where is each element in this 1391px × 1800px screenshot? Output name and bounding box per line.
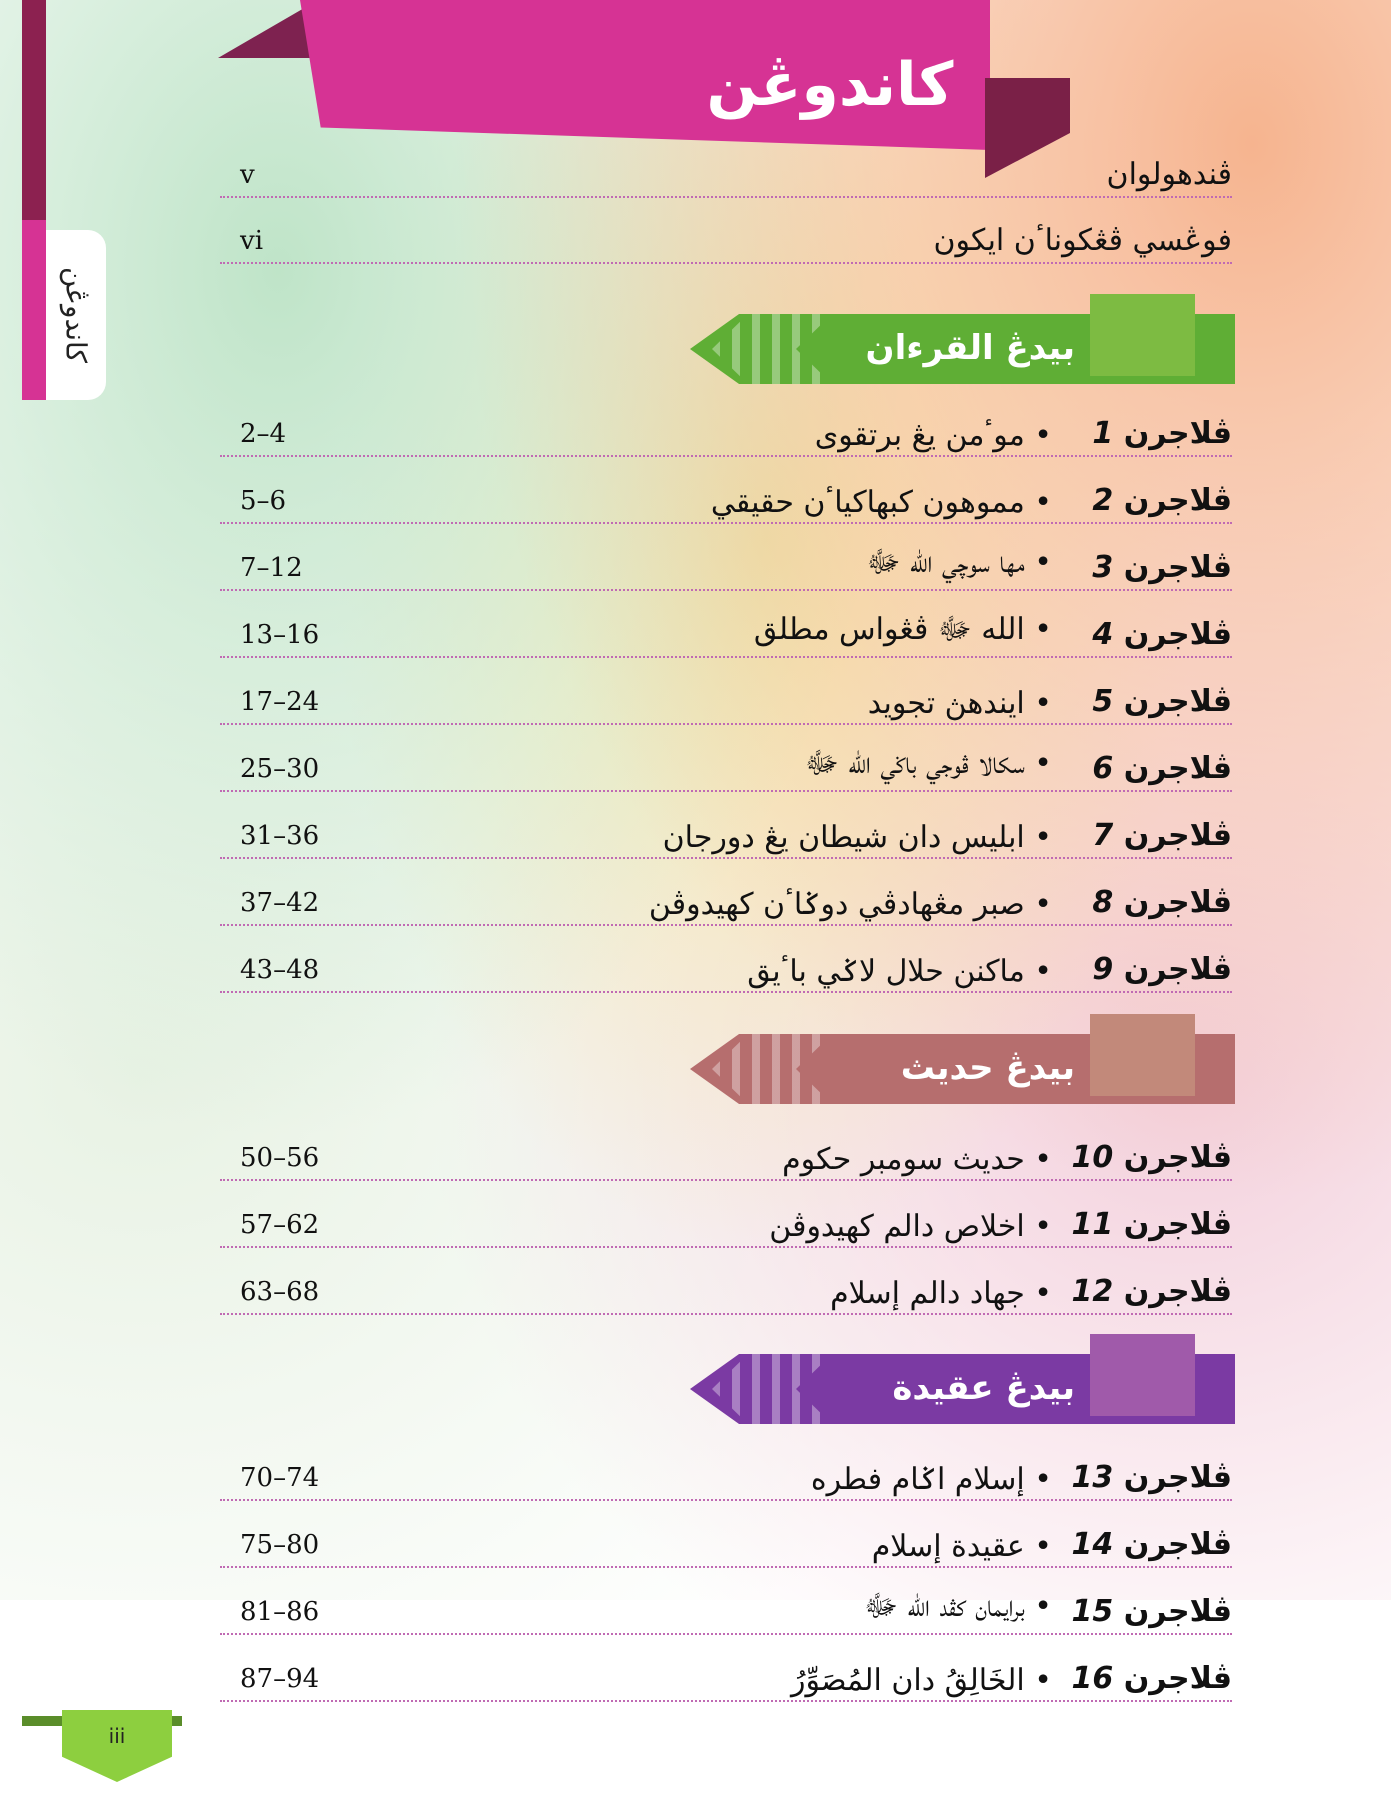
lesson-number: 10 <box>1071 1140 1114 1175</box>
lesson-title: • إسلام اݢام فطره <box>810 1462 1052 1497</box>
lesson-title: • عقيدة إسلام <box>871 1529 1052 1564</box>
lesson-prefix: ڤلاجرن <box>1123 483 1232 518</box>
lesson-title: • صبر مڠهادڤي دوݢاٴن كهيدوڤن <box>648 887 1052 922</box>
toc-row-lesson-12[interactable] <box>220 1269 1232 1315</box>
section-square <box>1090 294 1195 376</box>
section-square <box>1090 1014 1195 1096</box>
lesson-pages: 50–56 <box>240 1143 320 1173</box>
lesson-title: • ايندهڽ تجويد <box>867 686 1052 721</box>
lesson-prefix: ڤلاجرن <box>1123 550 1232 585</box>
lesson-prefix: ڤلاجرن <box>1123 1140 1232 1175</box>
lesson-tag <box>1092 952 1232 987</box>
toc-row-lesson-11[interactable] <box>220 1202 1232 1248</box>
lesson-pages: 37–42 <box>240 888 320 918</box>
toc-entry-pages: vi <box>240 226 264 256</box>
lesson-title: • ماكنن حلال لاݢي باٴيق <box>747 954 1052 989</box>
lesson-prefix: ڤلاجرن <box>1123 751 1232 786</box>
lesson-number: 8 <box>1092 885 1114 920</box>
lesson-prefix: ڤلاجرن <box>1123 1460 1232 1495</box>
lesson-title: • حديث سومبر حكوم <box>782 1142 1052 1177</box>
side-color-bar-dark <box>22 0 46 220</box>
lesson-title: • موٴمن يڠ برتقوى <box>814 418 1052 453</box>
section-title: بيدڠ حديث <box>900 1048 1075 1088</box>
lesson-prefix: ڤلاجرن <box>1123 1274 1232 1309</box>
lesson-number: 7 <box>1092 818 1114 853</box>
lesson-number: 2 <box>1092 483 1114 518</box>
lesson-tag <box>1071 1661 1232 1696</box>
lesson-number: 5 <box>1092 684 1114 719</box>
lesson-pages: 75–80 <box>240 1530 320 1560</box>
lesson-title: • برايمان كڤد الله ﷻ <box>864 1589 1052 1624</box>
lesson-number: 16 <box>1071 1661 1114 1696</box>
lesson-tag <box>1092 416 1232 451</box>
toc-entry-title: فوڠسي ڤڠكوناٴن ايکون <box>933 223 1232 258</box>
toc-row-lesson-10[interactable] <box>220 1135 1232 1181</box>
lesson-title: • اخلاص دالم كهيدوڤن <box>769 1209 1052 1244</box>
lesson-tag <box>1071 1274 1232 1309</box>
lesson-tag <box>1092 818 1232 853</box>
section-header-hadith <box>690 1022 1235 1107</box>
lesson-pages: 25–30 <box>240 754 320 784</box>
lesson-pages: 7–12 <box>240 553 303 583</box>
section-header-aqidah <box>690 1342 1235 1427</box>
toc-row-lesson-14[interactable] <box>220 1522 1232 1568</box>
lesson-tag <box>1092 885 1232 920</box>
lesson-pages: 81–86 <box>240 1597 320 1627</box>
toc-row-lesson-8[interactable] <box>220 880 1232 926</box>
toc-row-lesson-5[interactable] <box>220 679 1232 725</box>
lesson-prefix: ڤلاجرن <box>1123 617 1232 652</box>
lesson-tag <box>1071 1594 1232 1629</box>
toc-row-preface[interactable] <box>220 152 1232 198</box>
lesson-tag <box>1071 1140 1232 1175</box>
lesson-prefix: ڤلاجرن <box>1123 416 1232 451</box>
lesson-tag <box>1092 684 1232 719</box>
lesson-number: 13 <box>1071 1460 1114 1495</box>
lesson-number: 9 <box>1092 952 1114 987</box>
lesson-title: • مموهون كبهاكياٴن حقيقي <box>710 485 1052 520</box>
lesson-prefix: ڤلاجرن <box>1123 1661 1232 1696</box>
toc-row-lesson-16[interactable] <box>220 1656 1232 1702</box>
lesson-tag <box>1071 1207 1232 1242</box>
lesson-number: 12 <box>1071 1274 1114 1309</box>
lesson-prefix: ڤلاجرن <box>1123 1527 1232 1562</box>
lesson-tag <box>1071 1460 1232 1495</box>
lesson-number: 14 <box>1071 1527 1114 1562</box>
page-title: كاندوڠن <box>706 50 954 120</box>
toc-row-lesson-2[interactable] <box>220 478 1232 524</box>
lesson-pages: 31–36 <box>240 821 320 851</box>
toc-row-lesson-1[interactable] <box>220 411 1232 457</box>
lesson-tag <box>1092 751 1232 786</box>
lesson-pages: 13–16 <box>240 620 320 650</box>
toc-row-lesson-15[interactable] <box>220 1589 1232 1635</box>
lesson-prefix: ڤلاجرن <box>1123 818 1232 853</box>
lesson-number: 3 <box>1092 550 1114 585</box>
lesson-pages: 70–74 <box>240 1463 320 1493</box>
lesson-pages: 87–94 <box>240 1664 320 1694</box>
lesson-number: 1 <box>1092 416 1114 451</box>
side-tab-label: كاندوڠن <box>59 267 93 363</box>
toc-row-icon-guide[interactable] <box>220 218 1232 264</box>
toc-row-lesson-4[interactable] <box>220 612 1232 658</box>
lesson-pages: 2–4 <box>240 419 287 449</box>
lesson-tag <box>1092 483 1232 518</box>
lesson-pages: 43–48 <box>240 955 320 985</box>
lesson-prefix: ڤلاجرن <box>1123 684 1232 719</box>
side-tab <box>46 230 106 400</box>
lesson-prefix: ڤلاجرن <box>1123 1207 1232 1242</box>
lesson-pages: 5–6 <box>240 486 287 516</box>
toc-row-lesson-3[interactable] <box>220 545 1232 591</box>
lesson-tag <box>1092 550 1232 585</box>
lesson-number: 11 <box>1071 1207 1114 1242</box>
toc-entry-pages: v <box>240 160 255 190</box>
lesson-title: • جهاد دالم إسلام <box>830 1276 1052 1311</box>
lesson-title: • الله ﷻ ڤڠواس مطلق <box>753 612 1052 647</box>
toc-row-lesson-7[interactable] <box>220 813 1232 859</box>
toc-row-lesson-13[interactable] <box>220 1455 1232 1501</box>
lesson-pages: 17–24 <box>240 687 320 717</box>
lesson-pages: 63–68 <box>240 1277 320 1307</box>
lesson-number: 4 <box>1092 617 1114 652</box>
lesson-title: • الخَالِقُ دان المُصَوِّرُ <box>791 1663 1052 1698</box>
toc-row-lesson-6[interactable] <box>220 746 1232 792</box>
section-square <box>1090 1334 1195 1416</box>
lesson-title: • سکالا ڤوجي باݢي الله ﷻ <box>804 746 1052 781</box>
lesson-pages: 57–62 <box>240 1210 320 1240</box>
lesson-prefix: ڤلاجرن <box>1123 952 1232 987</box>
toc-entry-title: ڤندهولوان <box>1106 157 1232 192</box>
page-number: iii <box>108 1724 126 1748</box>
section-title: بيدڠ عقيدة <box>892 1368 1075 1408</box>
toc-row-lesson-9[interactable] <box>220 947 1232 993</box>
lesson-number: 15 <box>1071 1594 1114 1629</box>
lesson-tag <box>1071 1527 1232 1562</box>
lesson-tag <box>1092 617 1232 652</box>
lesson-number: 6 <box>1092 751 1114 786</box>
lesson-title: • ابليس دان شيطان يڠ دورجان <box>662 820 1052 855</box>
lesson-title: • مها سوچي الله ﷻ <box>866 545 1052 580</box>
section-header-quran <box>690 302 1235 387</box>
section-title: بيدڠ القرءان <box>865 328 1075 368</box>
lesson-prefix: ڤلاجرن <box>1123 1594 1232 1629</box>
lesson-prefix: ڤلاجرن <box>1123 885 1232 920</box>
